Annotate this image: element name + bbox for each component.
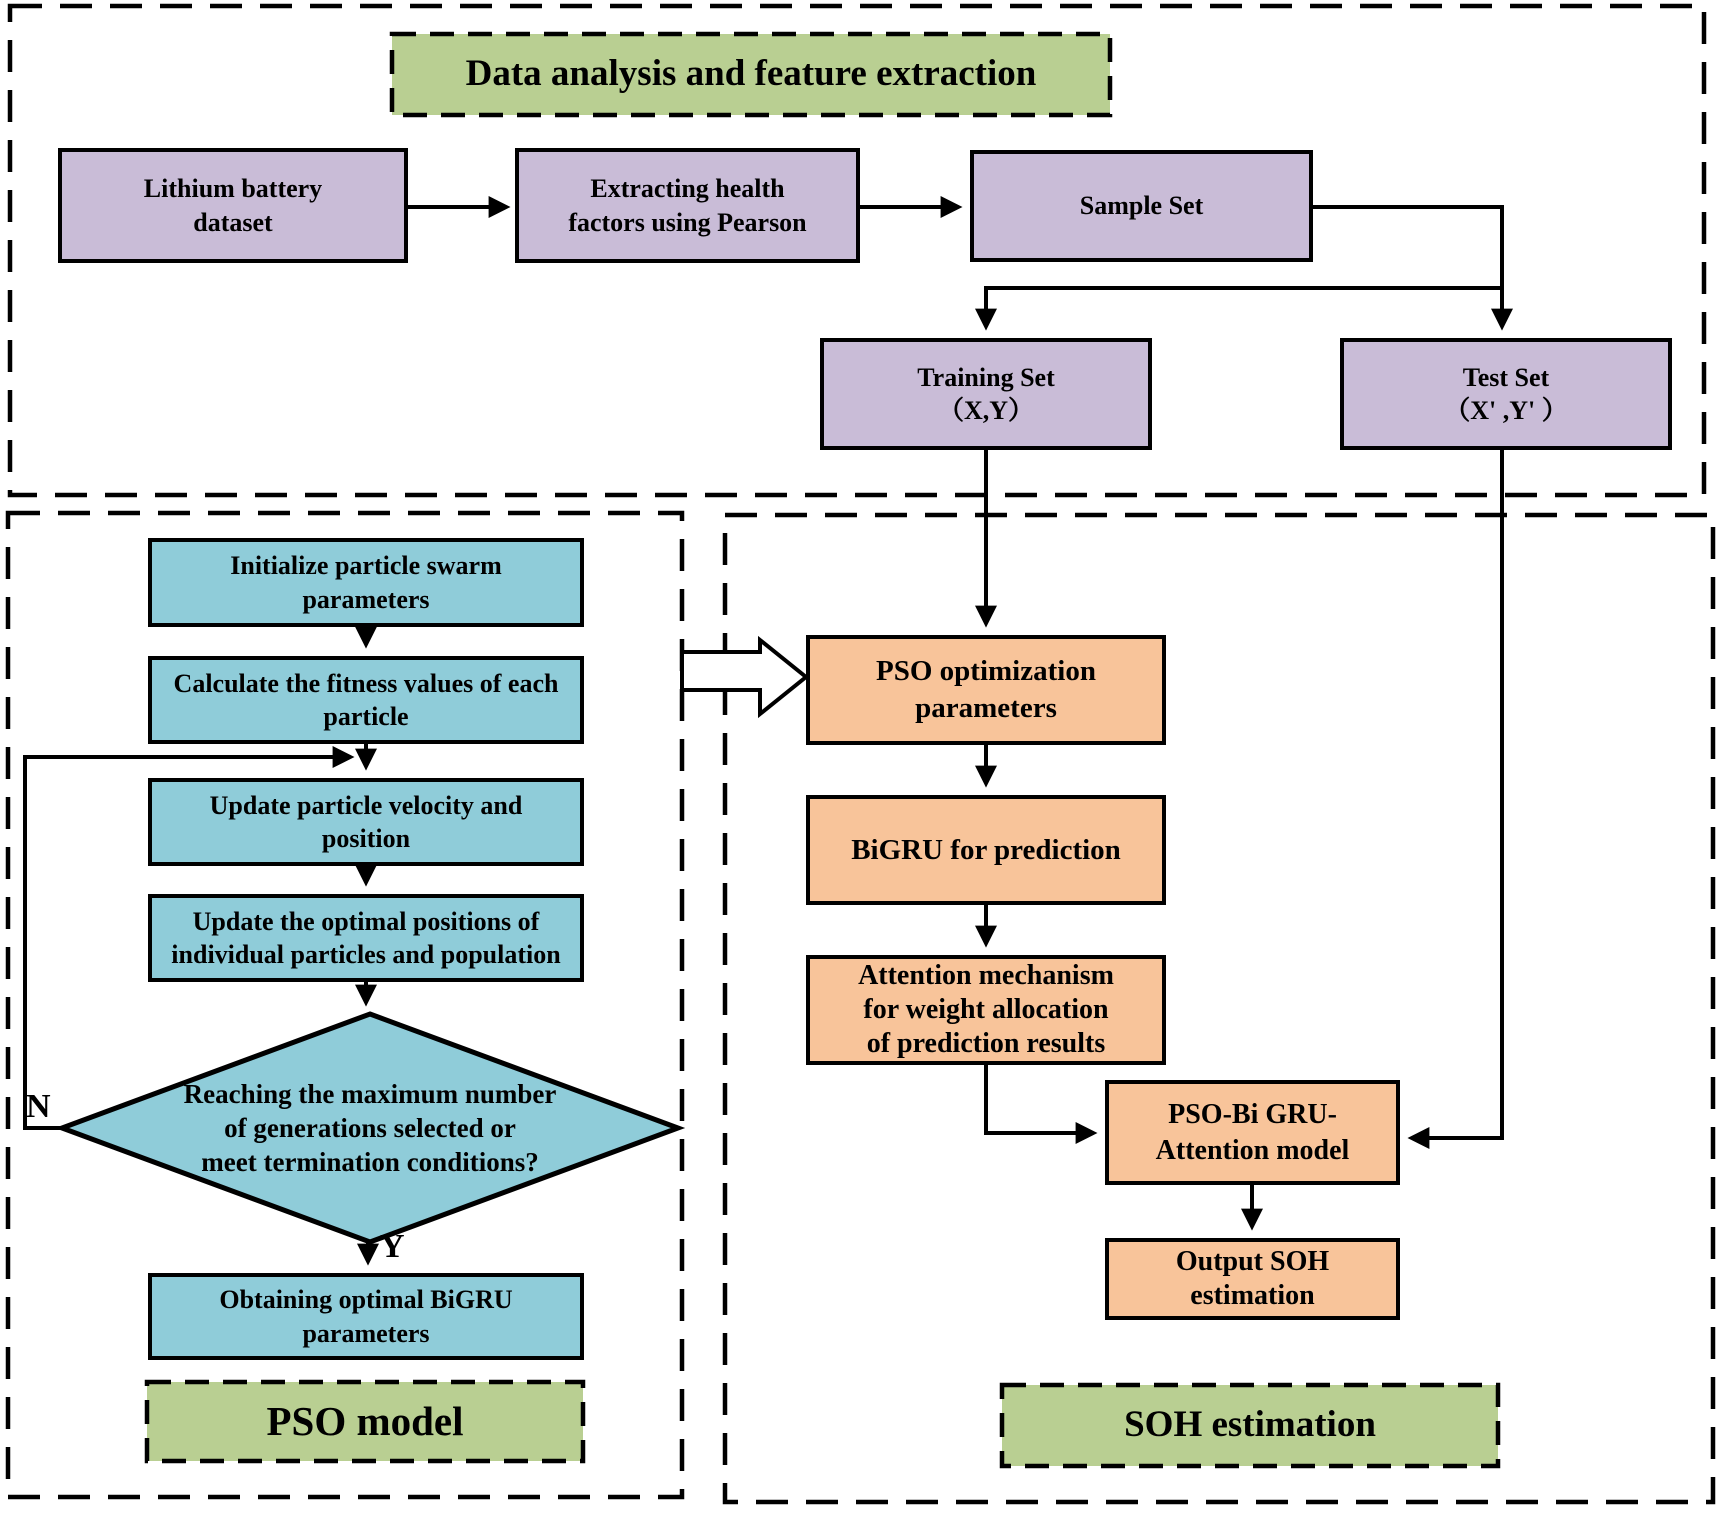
- node-label-line: dataset: [193, 207, 273, 237]
- section-title-text: SOH estimation: [1124, 1404, 1376, 1445]
- section-title-soh-estimation: [1000, 1383, 1500, 1468]
- node-label-line: （X,Y）: [937, 396, 1035, 425]
- node-extracting-health-factors: [515, 148, 860, 263]
- node-label-line: position: [321, 824, 411, 853]
- node-lithium-battery-dataset: [58, 148, 408, 263]
- node-sample-set: [970, 150, 1313, 262]
- node-attention-mechanism: [806, 955, 1166, 1065]
- node-label-line: particle: [323, 702, 409, 731]
- edge-label-text: N: [26, 1088, 51, 1125]
- node-calculate-fitness: [148, 656, 584, 744]
- node-obtain-optimal-bigru: [148, 1273, 584, 1360]
- edge-sample-to-test: [1313, 207, 1502, 324]
- node-label-line: Test Set: [1462, 362, 1550, 392]
- node-label-line: parameters: [302, 584, 430, 614]
- section-title-data-analysis: [390, 32, 1112, 117]
- node-label-line: estimation: [1190, 1280, 1315, 1311]
- node-update-optimal-positions: [148, 894, 584, 982]
- node-label-line: BiGRU for prediction: [851, 833, 1121, 866]
- node-label-line: Lithium battery: [143, 174, 323, 204]
- node-output-soh-estimation: [1105, 1238, 1400, 1320]
- node-training-set: [820, 338, 1152, 450]
- node-label-line: for weight allocation: [863, 993, 1109, 1025]
- edge-test-to-model: [1414, 450, 1502, 1138]
- edge-attention-to-model: [986, 1065, 1091, 1133]
- node-update-velocity: [148, 778, 584, 866]
- node-label-line: Initialize particle swarm: [230, 551, 502, 581]
- node-label-line: Reaching the maximum number: [183, 1078, 557, 1109]
- node-label-line: Training Set: [917, 362, 1055, 392]
- node-label-line: Update particle velocity and: [209, 790, 523, 820]
- node-label-line: Sample Set: [1079, 191, 1204, 221]
- node-test-set: [1340, 338, 1672, 450]
- section-title-pso-model: [145, 1380, 585, 1463]
- node-bigru-for-prediction: [806, 795, 1166, 905]
- node-label-line: （X' ,Y' ）: [1444, 396, 1568, 425]
- edge-label-text: Y: [380, 1228, 405, 1265]
- node-label-line: parameters: [302, 1318, 430, 1348]
- node-label-line: Attention model: [1155, 1134, 1350, 1166]
- node-label-line: of generations selected or: [224, 1112, 516, 1143]
- node-label-line: Update the optimal positions of: [192, 906, 540, 936]
- node-initialize-swarm: [148, 538, 584, 627]
- node-label-line: of prediction results: [866, 1028, 1106, 1060]
- pso-to-soh-hollow-arrow: [682, 640, 806, 714]
- decision-yes-label: [380, 1228, 405, 1266]
- node-label-line: meet termination conditions?: [201, 1147, 539, 1178]
- node-label-line: parameters: [915, 692, 1057, 724]
- node-label-line: factors using Pearson: [568, 207, 807, 237]
- section-title-text: Data analysis and feature extraction: [465, 53, 1037, 94]
- node-label-line: Obtaining optimal BiGRU: [219, 1285, 513, 1315]
- node-label-line: PSO optimization: [876, 655, 1096, 688]
- node-label-line: Extracting health: [590, 174, 785, 204]
- node-label-line: Output SOH: [1175, 1246, 1330, 1278]
- node-label-line: PSO-Bi GRU-: [1168, 1098, 1337, 1130]
- node-label-line: Calculate the fitness values of each: [173, 668, 559, 698]
- decision-no-label: [26, 1088, 51, 1126]
- node-pso-bigru-attention-model: [1105, 1080, 1400, 1185]
- section-title-text: PSO model: [266, 1398, 464, 1445]
- node-pso-optimization-parameters: [806, 635, 1166, 745]
- node-label-line: individual particles and population: [171, 940, 561, 969]
- decision-diamond-label: [90, 1077, 650, 1179]
- node-label-line: Attention mechanism: [858, 959, 1114, 991]
- edge-sample-to-training: [986, 288, 1502, 324]
